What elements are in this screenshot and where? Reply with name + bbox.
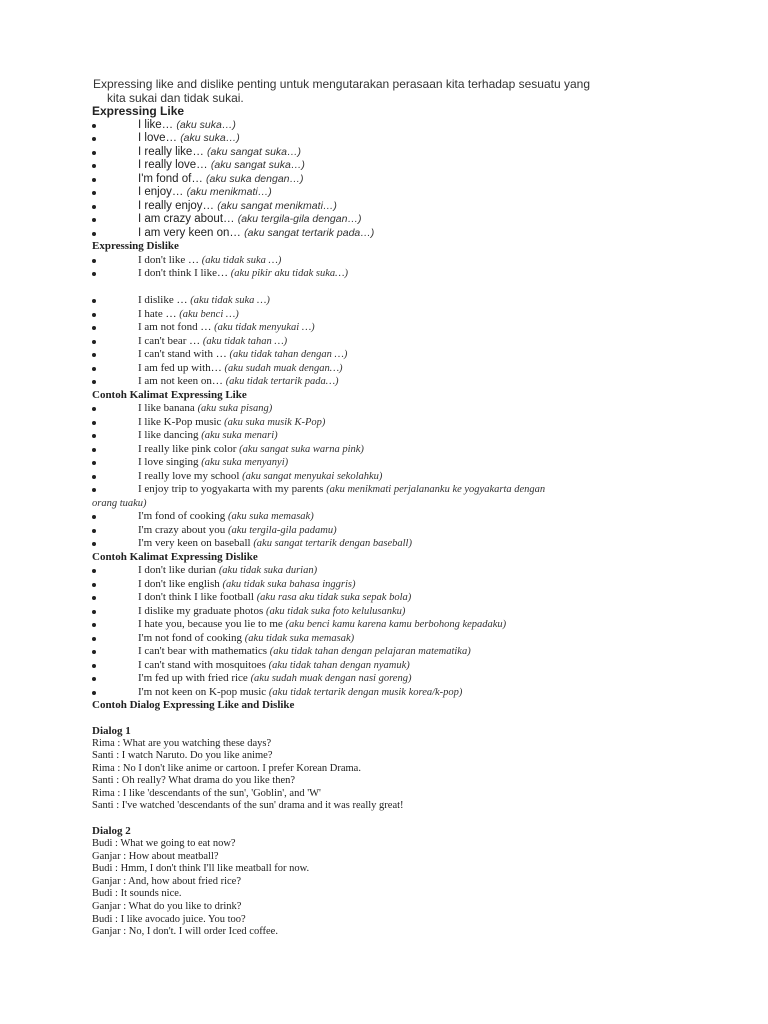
item-text: I can't bear with mathematics xyxy=(138,645,270,657)
item-translation: (aku suka memasak) xyxy=(227,511,314,522)
dialog-line: Budi : Hmm, I don't think I'll like meatball for now. xyxy=(92,863,310,875)
item-text: I really like… xyxy=(138,145,208,158)
list-item xyxy=(92,402,682,416)
item-translation: (aku tidak tertarik dengan musik korea/k-pop) xyxy=(268,686,463,698)
list-item xyxy=(92,537,682,551)
dialog-line: Santi : Oh really? What drama do you like then? xyxy=(92,775,296,787)
list-item xyxy=(92,578,682,592)
item-text: I don't like … xyxy=(138,253,202,266)
bullet-icon xyxy=(92,515,96,519)
dialog-line: Rima : No I don't like anime or cartoon. I prefer Korean Drama. xyxy=(92,762,361,774)
list-like-examples-b xyxy=(92,510,682,551)
item-text: I'm very keen on baseball xyxy=(138,537,254,549)
list-expressing-dislike-b xyxy=(92,294,682,389)
item-translation: (aku sudah muak dengan nasi goreng) xyxy=(250,673,412,684)
item-text: I hate … xyxy=(138,307,180,320)
item-translation: (aku suka menyanyi) xyxy=(201,457,289,468)
bullet-icon xyxy=(92,569,96,573)
item-text: I'm fed up with fried rice xyxy=(138,672,251,684)
item-translation: (aku suka…) xyxy=(176,118,236,131)
item-translation: (aku tidak tertarik pada…) xyxy=(225,376,339,387)
heading-dialog-examples: Contoh Dialog Expressing Like and Dislike xyxy=(92,699,295,711)
dialog-line: Budi : I like avocado juice. You too? xyxy=(92,913,246,925)
dialog-line: Budi : It sounds nice. xyxy=(92,888,182,900)
item-translation: (aku menikmati perjalananku ke yogyakarta dengan xyxy=(326,484,546,495)
item-text: I really love my school xyxy=(138,469,243,482)
item-translation: (aku tergila-gila padamu) xyxy=(227,524,337,536)
item-translation: (aku menikmati…) xyxy=(186,186,272,198)
list-item xyxy=(92,659,682,673)
item-text: I dislike … xyxy=(138,294,191,306)
item-text: I can't stand with mosquitoes xyxy=(138,658,269,671)
item-translation-continued: orang tuaku) xyxy=(92,497,147,509)
item-text: I like… xyxy=(138,118,177,131)
item-translation: (aku tidak suka durian) xyxy=(218,565,318,576)
bullet-icon xyxy=(92,137,96,141)
dialog-line: Ganjar : What do you like to drink? xyxy=(92,901,242,913)
list-item xyxy=(92,348,682,362)
item-translation: (aku benci …) xyxy=(179,308,239,320)
list-item xyxy=(92,456,682,470)
item-translation: (aku sangat menyukai sekolahku) xyxy=(242,470,383,482)
list-item xyxy=(92,146,682,160)
bullet-icon xyxy=(92,272,96,276)
item-translation: (aku sangat suka warna pink) xyxy=(239,443,364,455)
dialog-1-title: Dialog 1 xyxy=(92,724,131,737)
dialog-1-lines xyxy=(92,738,682,814)
list-item xyxy=(92,416,682,430)
bullet-icon xyxy=(92,205,96,209)
list-item xyxy=(92,443,682,457)
bullet-icon xyxy=(92,596,96,600)
list-item xyxy=(92,605,682,619)
list-item xyxy=(92,591,682,605)
list-item xyxy=(92,686,682,700)
section-spacer xyxy=(92,713,682,725)
item-translation: (aku tidak tahan dengan pelajaran matematika) xyxy=(269,646,471,657)
item-translation: (aku tidak suka foto kelulusanku) xyxy=(266,605,406,617)
bullet-icon xyxy=(92,448,96,452)
bullet-icon xyxy=(92,434,96,438)
item-text: I like banana xyxy=(138,402,198,414)
bullet-icon xyxy=(92,691,96,695)
item-text: I like K-Pop music xyxy=(138,415,225,428)
dialog-line: Santi : I watch Naruto. Do you like anime? xyxy=(92,750,273,762)
item-translation: (aku tidak tahan …) xyxy=(202,335,288,347)
bullet-icon xyxy=(92,367,96,371)
list-item xyxy=(92,470,682,484)
item-text: I love singing xyxy=(138,456,202,468)
item-text: I dislike my graduate photos xyxy=(138,604,267,617)
item-translation: (aku tidak suka memasak) xyxy=(244,632,355,644)
bullet-icon xyxy=(92,610,96,614)
bullet-icon xyxy=(92,232,96,236)
item-text: I can't bear … xyxy=(138,334,203,347)
item-translation: (aku tergila-gila dengan…) xyxy=(237,213,362,225)
list-item xyxy=(92,483,682,510)
list-expressing-dislike-a xyxy=(92,254,682,281)
item-translation: (aku suka musik K-Pop) xyxy=(224,416,326,428)
list-item xyxy=(92,429,682,443)
item-translation: (aku suka pisang) xyxy=(197,403,273,414)
item-translation: (aku benci kamu karena kamu berbohong kepadaku) xyxy=(285,619,507,630)
item-text: I like dancing xyxy=(138,429,202,441)
list-item xyxy=(92,510,682,524)
item-translation: (aku rasa aku tidak suka sepak bola) xyxy=(256,592,412,603)
dialog-line: Budi : What we going to eat now? xyxy=(92,838,236,850)
intro-line-2: kita sukai dan tidak sukai. xyxy=(107,90,244,105)
dialog-2-lines xyxy=(92,838,682,939)
bullet-icon xyxy=(92,313,96,317)
item-text: I don't like durian xyxy=(138,564,219,576)
item-translation: (aku tidak tahan dengan nyamuk) xyxy=(268,659,410,671)
list-like-example-long xyxy=(92,483,682,510)
bullet-icon xyxy=(92,353,96,357)
dialog-line: Ganjar : How about meatball? xyxy=(92,850,219,862)
list-expressing-like xyxy=(92,119,682,241)
bullet-icon xyxy=(92,164,96,168)
intro-paragraph xyxy=(93,78,693,105)
list-item xyxy=(92,362,682,376)
item-translation: (aku sangat tertarik dengan baseball) xyxy=(253,538,412,549)
list-item xyxy=(92,335,682,349)
dialog-line: Ganjar : No, I don't. I will order Iced coffee. xyxy=(92,926,278,938)
dialog-line: Ganjar : And, how about fried rice? xyxy=(92,875,241,887)
bullet-icon xyxy=(92,650,96,654)
bullet-icon xyxy=(92,421,96,425)
bullet-icon xyxy=(92,259,96,263)
item-text: I'm fond of cooking xyxy=(138,510,228,522)
bullet-icon xyxy=(92,407,96,411)
item-text: I really love… xyxy=(138,159,211,171)
item-text: I am very keen on… xyxy=(138,226,245,239)
document-content xyxy=(92,105,682,939)
bullet-icon xyxy=(92,299,96,303)
bullet-icon xyxy=(92,475,96,479)
item-text: I enjoy trip to yogyakarta with my parents xyxy=(138,483,327,495)
list-item xyxy=(92,294,682,308)
list-item xyxy=(92,173,682,187)
dialog-line: Santi : I've watched 'descendants of the sun' drama and it was really great! xyxy=(92,800,404,812)
bullet-icon xyxy=(92,542,96,546)
item-translation: (aku sangat menikmati…) xyxy=(217,199,337,212)
list-item xyxy=(92,618,682,632)
item-translation: (aku sangat tertarik pada…) xyxy=(244,226,375,239)
item-translation: (aku suka…) xyxy=(180,132,240,144)
heading-expressing-dislike: Expressing Dislike xyxy=(92,240,179,252)
item-translation: (aku pikir aku tidak suka…) xyxy=(230,268,348,279)
bullet-icon xyxy=(92,637,96,641)
list-item xyxy=(92,645,682,659)
bullet-icon xyxy=(92,151,96,155)
item-text: I don't think I like… xyxy=(138,267,231,279)
list-dislike-examples xyxy=(92,564,682,699)
item-translation: (aku suka dengan…) xyxy=(206,172,304,185)
list-item xyxy=(92,227,682,241)
item-text: I am fed up with… xyxy=(138,361,225,374)
item-text: I enjoy… xyxy=(138,186,187,198)
heading-expressing-like: Expressing Like xyxy=(92,104,185,118)
bullet-icon xyxy=(92,488,96,492)
list-item xyxy=(92,524,682,538)
item-translation: (aku tidak tahan dengan …) xyxy=(229,349,348,360)
list-item xyxy=(92,564,682,578)
list-spacer xyxy=(92,281,682,295)
item-text: I don't think I like football xyxy=(138,591,257,603)
list-item xyxy=(92,321,682,335)
item-text: I can't stand with … xyxy=(138,348,230,360)
list-item xyxy=(92,213,682,227)
item-text: I don't like english xyxy=(138,577,223,590)
item-text: I'm fond of… xyxy=(138,172,207,185)
item-translation: (aku sangat suka…) xyxy=(207,145,301,158)
item-translation: (aku tidak suka bahasa inggris) xyxy=(222,578,356,590)
item-text: I'm crazy about you xyxy=(138,523,228,536)
list-item xyxy=(92,200,682,214)
item-text: I am not keen on… xyxy=(138,375,226,387)
list-item xyxy=(92,375,682,389)
list-item xyxy=(92,186,682,200)
item-translation: (aku tidak suka …) xyxy=(201,254,282,266)
item-translation: (aku sudah muak dengan…) xyxy=(224,362,343,374)
bullet-icon xyxy=(92,178,96,182)
intro-line-1: Expressing like and dislike penting untuk mengutarakan perasaan kita terhadap sesuatu yang xyxy=(93,77,590,91)
item-translation: (aku sangat suka…) xyxy=(210,159,305,171)
bullet-icon xyxy=(92,340,96,344)
item-translation: (aku suka menari) xyxy=(201,430,278,441)
bullet-icon xyxy=(92,461,96,465)
bullet-icon xyxy=(92,218,96,222)
bullet-icon xyxy=(92,664,96,668)
dialog-line: Rima : What are you watching these days? xyxy=(92,737,272,749)
item-text: I really enjoy… xyxy=(138,199,218,212)
list-item xyxy=(92,119,682,133)
item-text: I am not fond … xyxy=(138,321,215,333)
bullet-icon xyxy=(92,326,96,330)
bullet-icon xyxy=(92,529,96,533)
list-item xyxy=(92,308,682,322)
item-translation: (aku tidak suka …) xyxy=(190,295,270,306)
heading-like-examples: Contoh Kalimat Expressing Like xyxy=(92,388,247,401)
item-text: I'm not keen on K-pop music xyxy=(138,685,269,698)
item-text: I'm not fond of cooking xyxy=(138,631,245,644)
bullet-icon xyxy=(92,380,96,384)
heading-dislike-examples: Contoh Kalimat Expressing Dislike xyxy=(92,550,258,563)
bullet-icon xyxy=(92,677,96,681)
item-translation: (aku tidak menyukai …) xyxy=(214,322,315,333)
section-spacer xyxy=(92,813,682,825)
list-item xyxy=(92,267,682,281)
bullet-icon xyxy=(92,124,96,128)
list-item xyxy=(92,132,682,146)
bullet-icon xyxy=(92,583,96,587)
item-text: I am crazy about… xyxy=(138,213,238,225)
item-text: I really like pink color xyxy=(138,442,240,455)
list-item xyxy=(92,254,682,268)
list-item xyxy=(92,159,682,173)
list-item xyxy=(92,632,682,646)
dialog-2-title: Dialog 2 xyxy=(92,825,131,838)
item-text: I love… xyxy=(138,132,181,144)
item-text: I hate you, because you lie to me xyxy=(138,618,286,630)
bullet-icon xyxy=(92,191,96,195)
list-item xyxy=(92,672,682,686)
dialog-line: Rima : I like 'descendants of the sun', 'Goblin', and 'W' xyxy=(92,787,321,799)
list-like-examples-a xyxy=(92,402,682,483)
bullet-icon xyxy=(92,623,96,627)
